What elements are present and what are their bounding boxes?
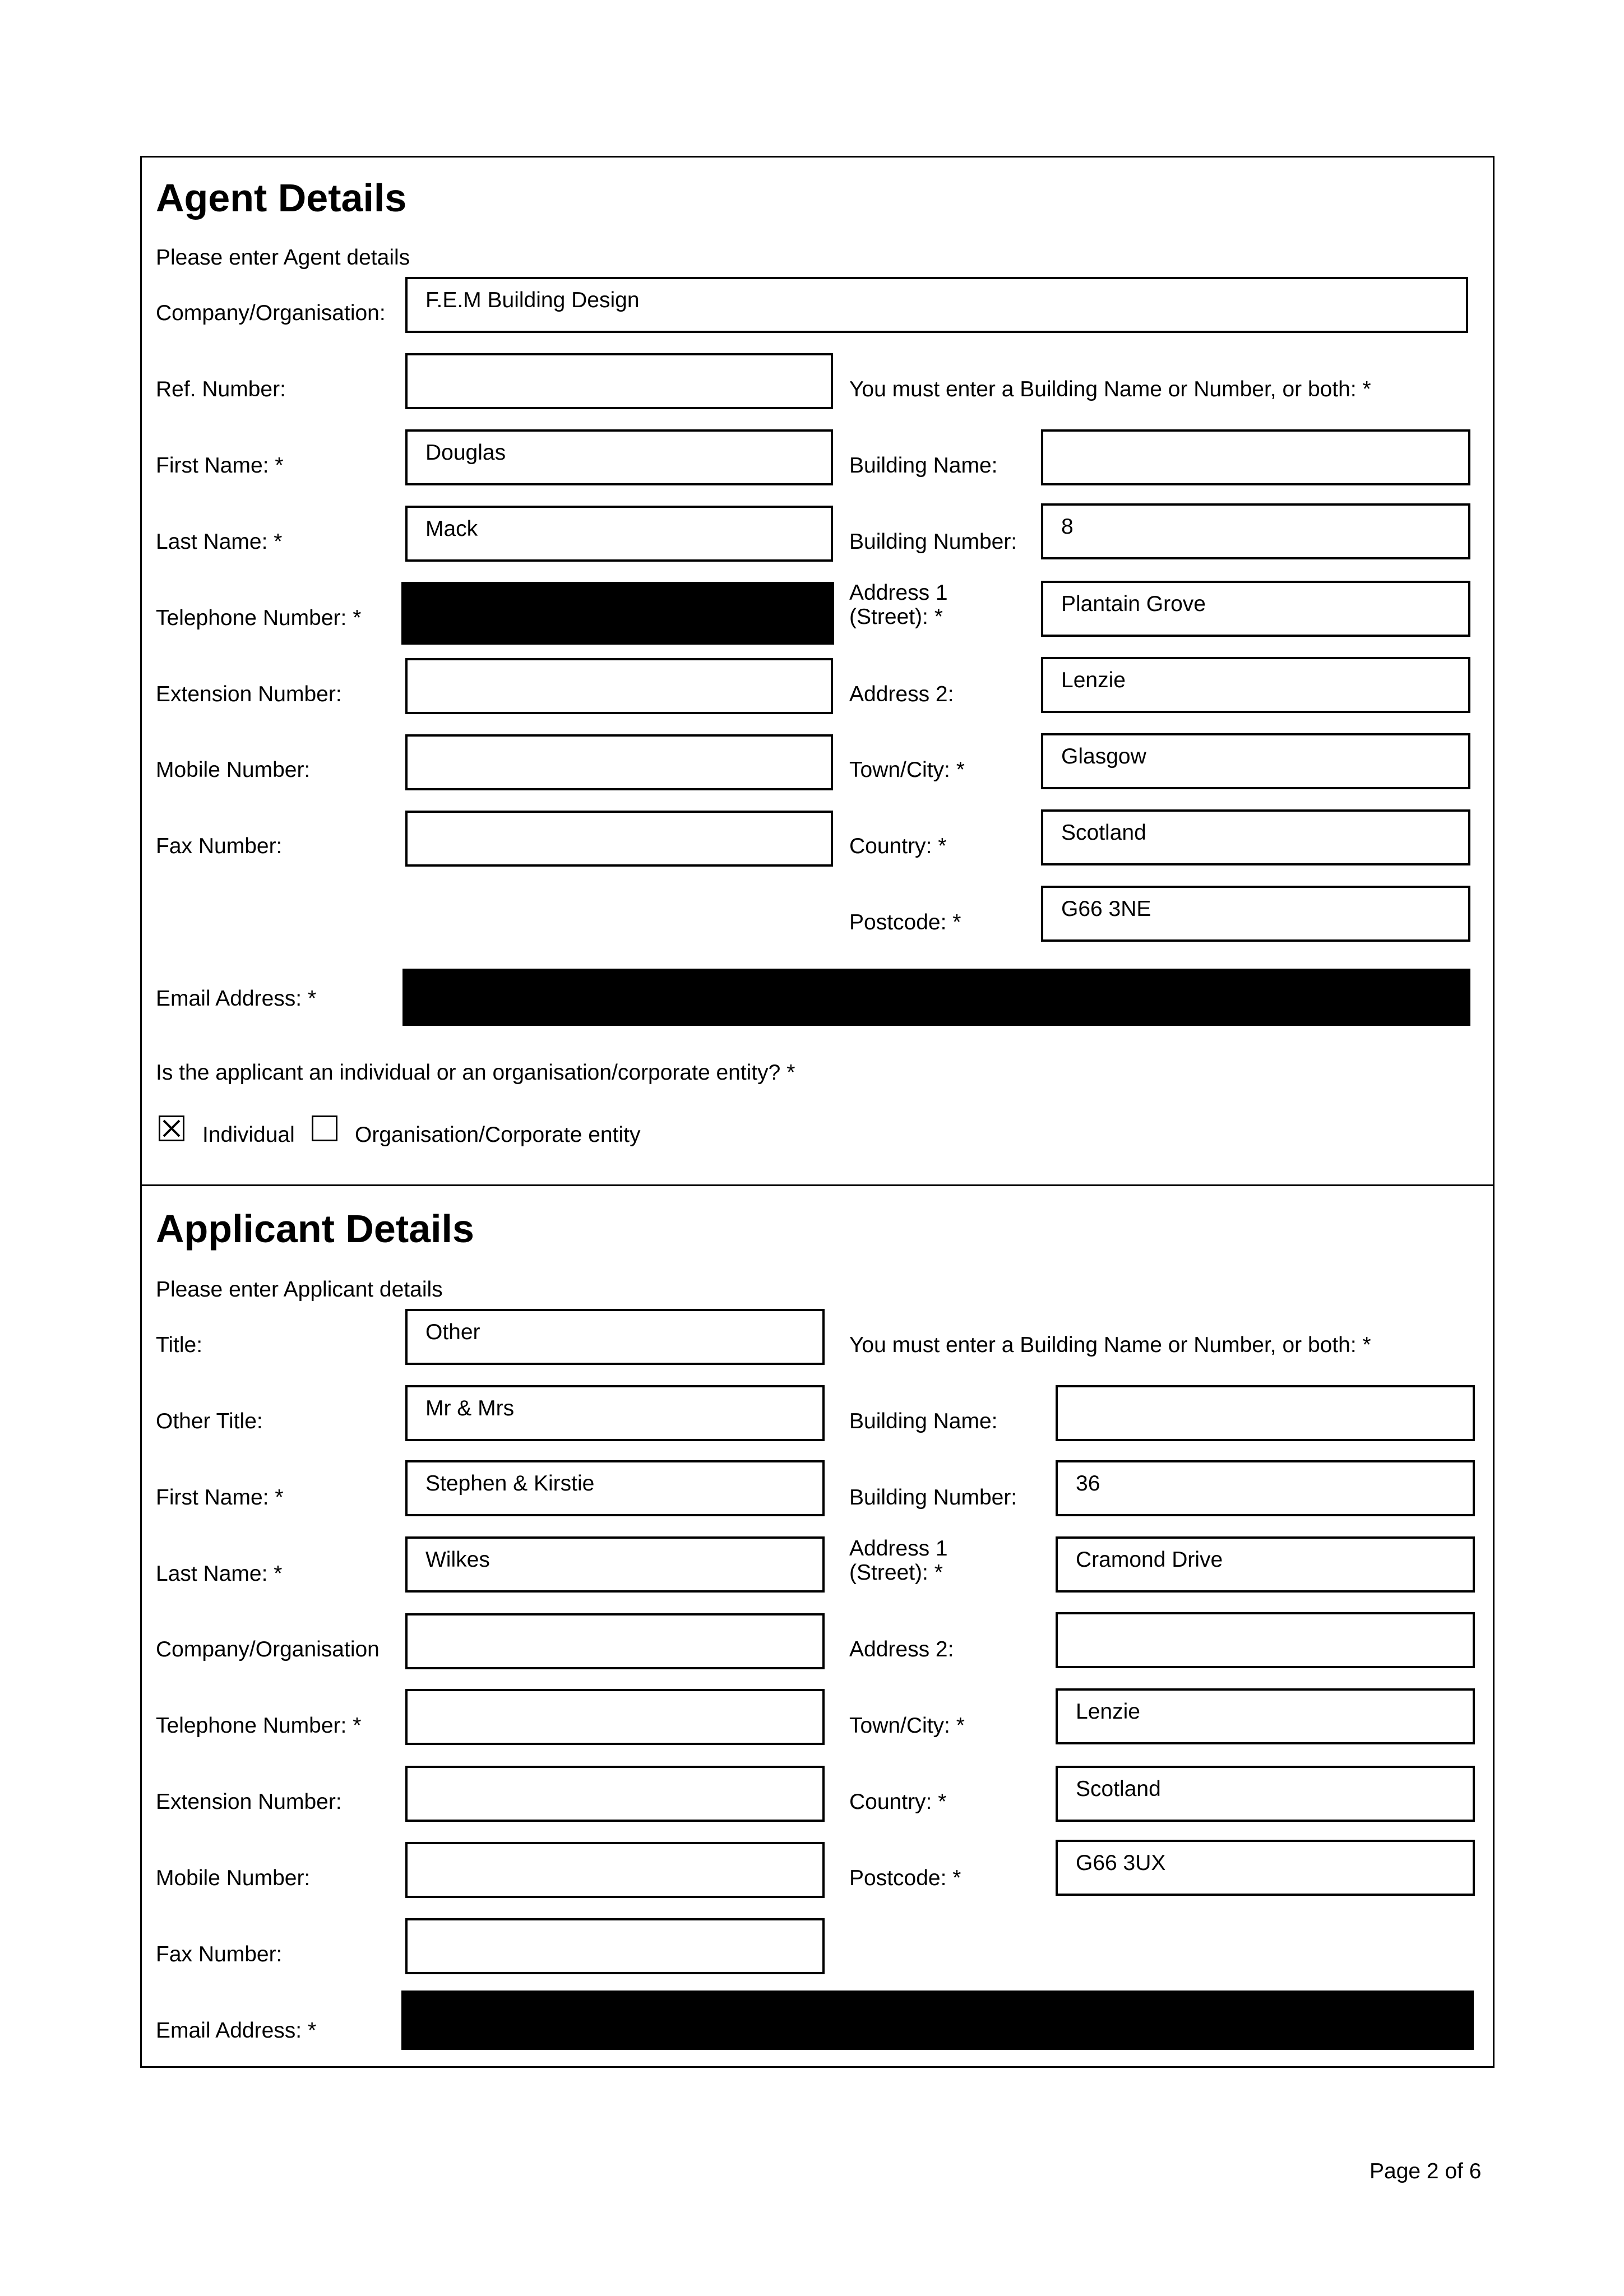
agent-telephone-label: Telephone Number: * bbox=[156, 606, 362, 630]
agent-company-field[interactable]: F.E.M Building Design bbox=[405, 277, 1468, 333]
agent-building-name-label: Building Name: bbox=[849, 453, 998, 478]
page-number: Page 2 of 6 bbox=[1369, 2159, 1482, 2183]
agent-company-label: Company/Organisation: bbox=[156, 301, 386, 325]
applicant-fax-field[interactable] bbox=[405, 1918, 825, 1974]
agent-address2-field[interactable]: Lenzie bbox=[1041, 657, 1470, 713]
agent-mobile-label: Mobile Number: bbox=[156, 758, 311, 782]
applicant-building-number-field[interactable]: 36 bbox=[1056, 1460, 1475, 1516]
applicant-address2-label: Address 2: bbox=[849, 1637, 954, 1661]
applicant-type-question: Is the applicant an individual or an organisation/corporate entity? * bbox=[156, 1061, 795, 1085]
organisation-option-label: Organisation/Corporate entity bbox=[355, 1123, 641, 1147]
checkbox-cross-icon bbox=[160, 1117, 183, 1140]
agent-town-label: Town/City: * bbox=[849, 758, 965, 782]
applicant-email-label: Email Address: * bbox=[156, 2019, 317, 2043]
agent-address1-field[interactable]: Plantain Grove bbox=[1041, 581, 1470, 637]
agent-building-number-field[interactable]: 8 bbox=[1041, 503, 1470, 559]
individual-checkbox[interactable] bbox=[159, 1115, 184, 1141]
agent-town-field[interactable]: Glasgow bbox=[1041, 733, 1470, 789]
agent-building-name-field[interactable] bbox=[1041, 429, 1470, 485]
organisation-checkbox[interactable] bbox=[312, 1115, 337, 1141]
individual-option-label: Individual bbox=[202, 1123, 295, 1147]
applicant-other-title-field[interactable]: Mr & Mrs bbox=[405, 1385, 825, 1441]
applicant-country-field[interactable]: Scotland bbox=[1056, 1766, 1475, 1822]
applicant-company-field[interactable] bbox=[405, 1613, 825, 1669]
applicant-fax-label: Fax Number: bbox=[156, 1942, 283, 1966]
applicant-company-label: Company/Organisation bbox=[156, 1637, 380, 1661]
applicant-postcode-label: Postcode: * bbox=[849, 1866, 961, 1890]
applicant-first-name-label: First Name: * bbox=[156, 1485, 284, 1510]
applicant-last-name-field[interactable]: Wilkes bbox=[405, 1536, 825, 1593]
agent-last-name-label: Last Name: * bbox=[156, 530, 283, 554]
agent-address1-label-line2: (Street): * bbox=[849, 605, 943, 629]
applicant-address1-label-line1: Address 1 bbox=[849, 1536, 948, 1561]
applicant-address1-label-line2: (Street): * bbox=[849, 1561, 943, 1585]
applicant-country-label: Country: * bbox=[849, 1790, 947, 1814]
agent-telephone-redacted bbox=[401, 582, 834, 645]
applicant-email-redacted bbox=[401, 1991, 1474, 2050]
applicant-address1-field[interactable]: Cramond Drive bbox=[1056, 1536, 1475, 1593]
applicant-building-name-label: Building Name: bbox=[849, 1409, 998, 1433]
agent-address2-label: Address 2: bbox=[849, 682, 954, 706]
agent-address1-label-line1: Address 1 bbox=[849, 581, 948, 605]
applicant-title-field[interactable]: Other bbox=[405, 1309, 825, 1365]
agent-details-heading: Agent Details bbox=[156, 176, 407, 220]
agent-email-label: Email Address: * bbox=[156, 987, 317, 1011]
agent-fax-field[interactable] bbox=[405, 811, 833, 867]
applicant-building-note: You must enter a Building Name or Number, or both: * bbox=[849, 1333, 1371, 1357]
applicant-telephone-label: Telephone Number: * bbox=[156, 1714, 362, 1738]
agent-ref-field[interactable] bbox=[405, 353, 833, 409]
agent-building-number-label: Building Number: bbox=[849, 530, 1017, 554]
agent-first-name-field[interactable]: Douglas bbox=[405, 429, 833, 485]
applicant-extension-field[interactable] bbox=[405, 1766, 825, 1822]
agent-postcode-field[interactable]: G66 3NE bbox=[1041, 886, 1470, 942]
agent-fax-label: Fax Number: bbox=[156, 834, 283, 858]
agent-building-note: You must enter a Building Name or Number, or both: * bbox=[849, 377, 1371, 401]
applicant-details-intro: Please enter Applicant details bbox=[156, 1277, 443, 1302]
agent-extension-label: Extension Number: bbox=[156, 682, 342, 706]
applicant-town-field[interactable]: Lenzie bbox=[1056, 1688, 1475, 1744]
applicant-mobile-label: Mobile Number: bbox=[156, 1866, 311, 1890]
agent-country-label: Country: * bbox=[849, 834, 947, 858]
applicant-title-label: Title: bbox=[156, 1333, 203, 1357]
agent-extension-field[interactable] bbox=[405, 658, 833, 714]
agent-country-field[interactable]: Scotland bbox=[1041, 809, 1470, 865]
agent-first-name-label: First Name: * bbox=[156, 453, 284, 478]
applicant-building-name-field[interactable] bbox=[1056, 1385, 1475, 1441]
agent-mobile-field[interactable] bbox=[405, 734, 833, 790]
applicant-telephone-field[interactable] bbox=[405, 1689, 825, 1745]
agent-email-redacted bbox=[402, 969, 1470, 1026]
applicant-details-heading: Applicant Details bbox=[156, 1207, 474, 1251]
applicant-mobile-field[interactable] bbox=[405, 1842, 825, 1898]
applicant-last-name-label: Last Name: * bbox=[156, 1562, 283, 1586]
applicant-other-title-label: Other Title: bbox=[156, 1409, 263, 1433]
applicant-first-name-field[interactable]: Stephen & Kirstie bbox=[405, 1460, 825, 1516]
applicant-town-label: Town/City: * bbox=[849, 1714, 965, 1738]
agent-ref-label: Ref. Number: bbox=[156, 377, 286, 401]
applicant-building-number-label: Building Number: bbox=[849, 1485, 1017, 1510]
agent-last-name-field[interactable]: Mack bbox=[405, 506, 833, 562]
agent-postcode-label: Postcode: * bbox=[849, 910, 961, 934]
applicant-address2-field[interactable] bbox=[1056, 1612, 1475, 1668]
applicant-extension-label: Extension Number: bbox=[156, 1790, 342, 1814]
applicant-postcode-field[interactable]: G66 3UX bbox=[1056, 1840, 1475, 1896]
agent-details-intro: Please enter Agent details bbox=[156, 246, 410, 270]
